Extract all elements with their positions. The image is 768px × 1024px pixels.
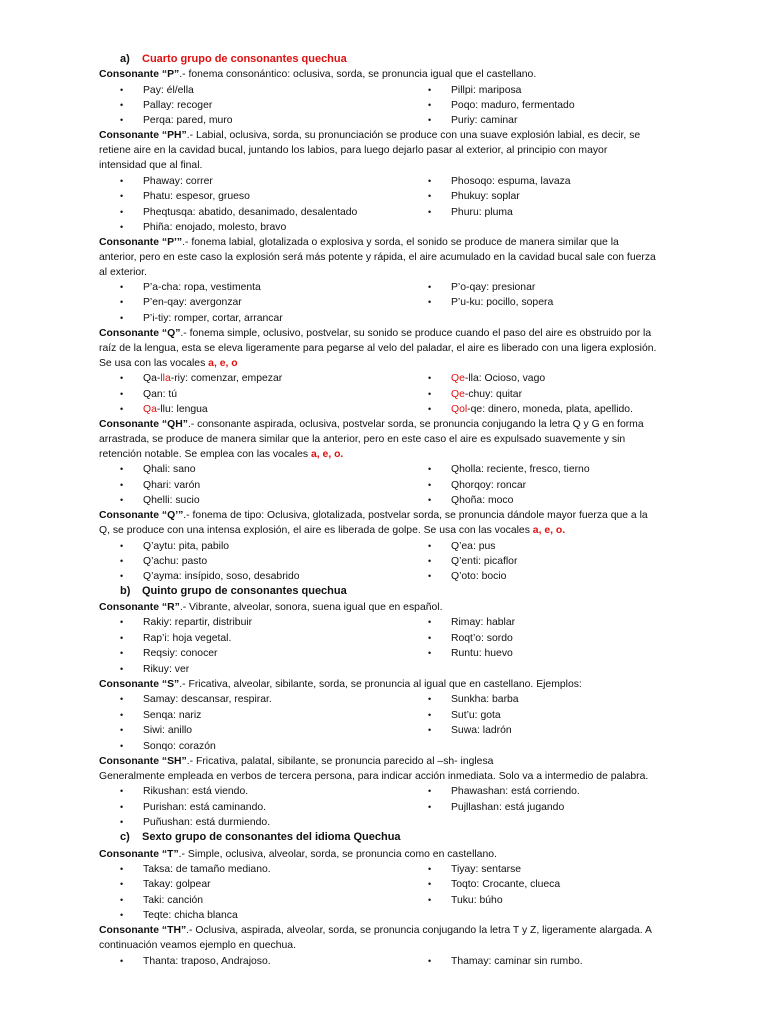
bullet-icon: • — [428, 176, 432, 186]
bullet-icon: • — [428, 207, 432, 217]
item-text: P’u-ku: pocillo, sopera — [451, 297, 554, 308]
consonant-label: Consonante “T” — [99, 849, 179, 860]
item-text: Rikuy: ver — [143, 664, 190, 675]
item-text: Reqsiy: conocer — [143, 648, 218, 659]
item-text: Tiyay: sentarse — [451, 864, 522, 875]
syllable-highlight: Qe — [451, 389, 465, 400]
list-item — [428, 371, 546, 386]
item-text: Poqo: maduro, fermentado — [451, 100, 575, 111]
list-item — [120, 893, 204, 908]
bullet-icon: • — [428, 879, 432, 889]
bullet-icon: • — [120, 817, 124, 827]
consonant-desc: .- fonema simple, oclusivo, postvelar, su sonido se produce cuando el paso del aire es obstruido por la — [180, 328, 652, 339]
bullet-icon: • — [120, 956, 124, 966]
item-text: Siwi: anillo — [143, 725, 193, 736]
section-letter: b) — [120, 585, 131, 597]
consonant-label: Consonante “TH” — [99, 925, 187, 936]
item-text: Samay: descansar, respirar. — [143, 694, 272, 705]
list-item — [428, 569, 507, 584]
desc-line: al exterior. — [99, 267, 147, 278]
item-text: Qhali: sano — [143, 464, 196, 475]
desc-line: continuación veamos ejemplo en quechua. — [99, 940, 296, 951]
list-item — [428, 113, 518, 128]
item-text: Puñushan: está durmiendo. — [143, 817, 271, 828]
list-item — [428, 387, 523, 402]
list-item — [120, 954, 271, 969]
consonant-q-line — [99, 326, 679, 341]
consonant-desc: .- fonema labial, glotalizada o explosiva y sorda, el sonido se produce de manera similar que la — [182, 237, 619, 248]
list-item — [120, 83, 194, 98]
list-item — [120, 493, 200, 508]
list-item — [120, 615, 253, 630]
bullet-icon: • — [120, 389, 124, 399]
list-item — [120, 554, 208, 569]
desc-text: Q, se produce con una intensa explosión, el aire es liberada de golpe. Se usa con las vocales — [99, 525, 533, 536]
list-item — [120, 387, 178, 402]
desc-line: intensidad que al final. — [99, 160, 203, 171]
consonant-r-line — [99, 600, 679, 615]
item-text: Phiña: enojado, molesto, bravo — [143, 222, 287, 233]
vowels-highlight: a, e, o. — [532, 525, 566, 536]
consonant-label: Consonante “R” — [99, 602, 180, 613]
syllable-highlight: lla — [160, 373, 171, 384]
bullet-icon: • — [428, 541, 432, 551]
list-item — [428, 462, 590, 477]
bullet-icon: • — [428, 617, 432, 627]
list-item — [120, 569, 300, 584]
bullet-icon: • — [428, 556, 432, 566]
list-item — [120, 646, 218, 661]
list-item — [428, 784, 580, 799]
list-item — [428, 723, 512, 738]
list-item — [428, 205, 513, 220]
item-text: Perqa: pared, muro — [143, 115, 233, 126]
item-text: Pallay: recoger — [143, 100, 213, 111]
list-item — [120, 462, 196, 477]
consonant-desc: .- Vibrante, alveolar, sonora, suena igual que en español. — [179, 602, 443, 613]
list-item — [120, 371, 283, 386]
list-item — [428, 539, 496, 554]
bullet-icon: • — [120, 664, 124, 674]
desc-text: retención notable. Se emplea con las vocales — [99, 449, 311, 460]
list-item — [428, 646, 513, 661]
desc-line — [99, 447, 679, 462]
item-text: -chuy: quitar — [464, 389, 523, 400]
bullet-icon: • — [120, 480, 124, 490]
item-text: Pujllashan: está jugando — [451, 802, 565, 813]
section-title: Sexto grupo de consonantes del idioma Quechua — [142, 831, 401, 843]
bullet-icon: • — [428, 115, 432, 125]
consonant-label: Consonante “S” — [99, 679, 180, 690]
bullet-icon: • — [120, 297, 124, 307]
item-text: Q’ea: pus — [451, 541, 496, 552]
list-item — [428, 708, 501, 723]
list-item — [428, 692, 519, 707]
list-item — [428, 402, 633, 417]
desc-line: raíz de la lengua, esta se eleva ligeramente para pegarse al velo del paladar, el aire es liberado con una ligera explosión. — [99, 343, 657, 354]
bullet-icon: • — [120, 495, 124, 505]
bullet-icon: • — [120, 895, 124, 905]
bullet-icon: • — [428, 633, 432, 643]
item-text: Phaway: correr — [143, 176, 213, 187]
item-text: Rikushan: está viendo. — [143, 786, 249, 797]
item-text: Tuku: búho — [451, 895, 503, 906]
list-item — [428, 493, 514, 508]
item-text: Thanta: traposo, Andrajoso. — [143, 956, 271, 967]
list-item — [120, 862, 271, 877]
list-item — [428, 554, 518, 569]
item-text: Thamay: caminar sin rumbo. — [451, 956, 583, 967]
vowels-highlight: a, e, o. — [310, 449, 344, 460]
item-text: Phuru: pluma — [451, 207, 513, 218]
list-item — [428, 189, 520, 204]
bullet-icon: • — [428, 864, 432, 874]
list-item — [120, 220, 287, 235]
section-letter: a) — [120, 53, 130, 65]
section-title: Quinto grupo de consonantes quechua — [142, 585, 347, 597]
item-text: Rimay: hablar — [451, 617, 516, 628]
bullet-icon: • — [120, 404, 124, 414]
consonant-s-line — [99, 677, 679, 692]
list-item — [428, 280, 536, 295]
item-text: Qholla: reciente, fresco, tierno — [451, 464, 590, 475]
item-text: Qan: tú — [143, 389, 178, 400]
bullet-icon: • — [428, 282, 432, 292]
section-heading-c — [120, 830, 401, 845]
item-text: Qhari: varón — [143, 480, 201, 491]
item-text: Phawashan: está corriendo. — [451, 786, 580, 797]
bullet-icon: • — [120, 464, 124, 474]
bullet-icon: • — [120, 100, 124, 110]
consonant-desc: .- fonema consonántico: oclusiva, sorda, se pronuncia igual que el castellano. — [179, 69, 537, 80]
bullet-icon: • — [428, 373, 432, 383]
bullet-icon: • — [120, 85, 124, 95]
list-item — [120, 280, 261, 295]
item-text: Q’aytu: pita, pabilo — [143, 541, 230, 552]
desc-line: arrastrada, se produce de manera similar que la anterior, pero en este caso el aire es expulsado suavemente y sin — [99, 434, 626, 445]
item-text: Rap’i: hoja vegetal. — [143, 633, 232, 644]
list-item — [120, 402, 208, 417]
bullet-icon: • — [428, 694, 432, 704]
list-item — [120, 662, 190, 677]
desc-text: Se usa con las vocales — [99, 358, 209, 369]
bullet-icon: • — [428, 895, 432, 905]
bullet-icon: • — [120, 694, 124, 704]
bullet-icon: • — [428, 571, 432, 581]
bullet-icon: • — [120, 282, 124, 292]
item-text: Teqte: chicha blanca — [143, 910, 238, 921]
bullet-icon: • — [428, 480, 432, 490]
bullet-icon: • — [120, 115, 124, 125]
list-item — [428, 83, 522, 98]
list-item — [120, 205, 358, 220]
consonant-desc: .- Oclusiva, aspirada, alveolar, sorda, se pronuncia conjugando la letra T y Z, ligeramente alargada. A — [186, 925, 652, 936]
bullet-icon: • — [120, 648, 124, 658]
item-text: Runtu: huevo — [451, 648, 513, 659]
consonant-desc: .- Labial, oclusiva, sorda, su pronunciación se produce con una suave explosión labial, es decir, se — [186, 130, 641, 141]
bullet-icon: • — [120, 556, 124, 566]
consonant-desc: .- Fricativa, alveolar, sibilante, sorda, se pronuncia al igual que en castellano. Ejemplos: — [179, 679, 582, 690]
item-text: Q’oto: bocio — [451, 571, 507, 582]
consonant-qh-line — [99, 417, 679, 432]
consonant-ph-line — [99, 128, 679, 143]
bullet-icon: • — [428, 648, 432, 658]
list-item — [120, 174, 213, 189]
item-text: Qhoña: moco — [451, 495, 514, 506]
bullet-icon: • — [428, 786, 432, 796]
bullet-icon: • — [120, 879, 124, 889]
syllable-highlight: Qol — [451, 404, 468, 415]
consonant-t-line — [99, 847, 679, 862]
item-text: Suwa: ladrón — [451, 725, 512, 736]
list-item — [120, 539, 230, 554]
item-text: Phukuy: soplar — [451, 191, 520, 202]
bullet-icon: • — [120, 313, 124, 323]
bullet-icon: • — [428, 404, 432, 414]
bullet-icon: • — [428, 956, 432, 966]
item-text: Toqto: Crocante, clueca — [451, 879, 561, 890]
consonant-label: Consonante “SH” — [99, 756, 187, 767]
list-item — [428, 295, 554, 310]
item-text: Pheqtusqa: abatido, desanimado, desalentado — [143, 207, 358, 218]
consonant-desc: .- Simple, oclusiva, alveolar, sorda, se pronuncia como en castellano. — [178, 849, 497, 860]
bullet-icon: • — [120, 191, 124, 201]
consonant-th-line — [99, 923, 679, 938]
list-item — [428, 615, 516, 630]
list-item — [428, 631, 513, 646]
item-text: -qe: dinero, moneda, plata, apellido. — [467, 404, 633, 415]
item-text: Takay: golpear — [143, 879, 211, 890]
consonant-desc: .- fonema de tipo: Oclusiva, glotalizada, postvelar sorda, se pronuncia dándole mayor fuerza que a la — [183, 510, 648, 521]
list-item — [428, 800, 565, 815]
item-text: P’i-tiy: romper, cortar, arrancar — [143, 313, 283, 324]
bullet-icon: • — [120, 373, 124, 383]
bullet-icon: • — [428, 191, 432, 201]
bullet-icon: • — [120, 541, 124, 551]
item-text: Taksa: de tamaño mediano. — [143, 864, 271, 875]
bullet-icon: • — [428, 389, 432, 399]
consonant-label: Consonante “Q” — [99, 328, 181, 339]
item-text: P’o-qay: presionar — [451, 282, 536, 293]
item-text: Sonqo: corazón — [143, 741, 216, 752]
bullet-icon: • — [120, 864, 124, 874]
list-item — [428, 478, 527, 493]
bullet-icon: • — [428, 85, 432, 95]
item-text: Q’ayma: insípido, soso, desabrido — [143, 571, 300, 582]
bullet-icon: • — [120, 617, 124, 627]
bullet-icon: • — [428, 710, 432, 720]
section-heading-a — [120, 52, 347, 67]
item-text: -riy: comenzar, empezar — [170, 373, 283, 384]
list-item — [120, 692, 272, 707]
bullet-icon: • — [120, 910, 124, 920]
item-text: Phatu: espesor, grueso — [143, 191, 250, 202]
bullet-icon: • — [120, 571, 124, 581]
bullet-icon: • — [428, 802, 432, 812]
list-item — [120, 98, 213, 113]
bullet-icon: • — [120, 802, 124, 812]
item-text: Taki: canción — [143, 895, 204, 906]
desc-line: anterior, pero en este caso la explosión será más potente y rápida, el aire acumulado en la cavidad bucal sale con fuerza — [99, 252, 656, 263]
syllable-highlight: Qa — [143, 404, 157, 415]
bullet-icon: • — [120, 633, 124, 643]
item-text: Q’enti: picaflor — [451, 556, 518, 567]
list-item — [428, 877, 561, 892]
item-text: P’en-qay: avergonzar — [143, 297, 242, 308]
item-text: Q’achu: pasto — [143, 556, 208, 567]
item-text: -lla: Ocioso, vago — [464, 373, 546, 384]
list-item — [428, 174, 571, 189]
item-text: Pay: él/ella — [143, 85, 194, 96]
consonant-q-glottal-line — [99, 508, 679, 523]
item-text: P’a-cha: ropa, vestimenta — [143, 282, 261, 293]
list-item — [120, 800, 267, 815]
item-text: Sut’u: gota — [451, 710, 501, 721]
item-text: -llu: lengua — [156, 404, 208, 415]
list-item — [120, 311, 283, 326]
consonant-desc: .- Fricativa, palatal, sibilante, se pronuncia parecido al –sh- inglesa — [186, 756, 494, 767]
consonant-p-line — [99, 67, 679, 82]
list-item — [120, 113, 233, 128]
desc-line — [99, 356, 679, 371]
item-text: Qa- — [143, 373, 161, 384]
consonant-label: Consonante “P’” — [99, 237, 183, 248]
bullet-icon: • — [120, 207, 124, 217]
list-item — [120, 189, 250, 204]
list-item — [120, 708, 202, 723]
item-text: Qhorqoy: roncar — [451, 480, 527, 491]
bullet-icon: • — [428, 725, 432, 735]
consonant-desc: .- consonante aspirada, oclusiva, postvelar sorda, se pronuncia conjugando la letra Q y G en forma — [187, 419, 644, 430]
section-title: Cuarto grupo de consonantes quechua — [142, 53, 347, 65]
consonant-sh-line — [99, 754, 679, 769]
bullet-icon: • — [120, 176, 124, 186]
consonant-label: Consonante “QH” — [99, 419, 188, 430]
list-item — [428, 893, 503, 908]
bullet-icon: • — [120, 222, 124, 232]
bullet-icon: • — [428, 464, 432, 474]
bullet-icon: • — [120, 725, 124, 735]
list-item — [120, 739, 216, 754]
desc-line: retiene aire en la cavidad bucal, juntando los labios, para luego dejarlo pasar al exterior, al principio con mayor — [99, 145, 608, 156]
list-item — [428, 862, 522, 877]
section-heading-b — [120, 584, 347, 599]
desc-line — [99, 523, 679, 538]
desc-line: Generalmente empleada en verbos de tercera persona, para indicar acción inmediata. Solo va a intermedio de palabra. — [99, 771, 649, 782]
item-text: Qhelli: sucio — [143, 495, 200, 506]
list-item — [428, 954, 583, 969]
syllable-highlight: Qe — [451, 373, 465, 384]
consonant-label: Consonante “PH” — [99, 130, 187, 141]
vowels-highlight: a, e, o — [208, 358, 238, 369]
section-letter: c) — [120, 831, 130, 843]
item-text: Purishan: está caminando. — [143, 802, 267, 813]
consonant-label: Consonante “Q’” — [99, 510, 184, 521]
consonant-p-glottal-line — [99, 235, 679, 250]
bullet-icon: • — [428, 495, 432, 505]
item-text: Puriy: caminar — [451, 115, 518, 126]
bullet-icon: • — [120, 710, 124, 720]
list-item — [120, 723, 193, 738]
item-text: Rakiy: repartir, distribuir — [143, 617, 253, 628]
bullet-icon: • — [428, 100, 432, 110]
item-text: Phosoqo: espuma, lavaza — [451, 176, 571, 187]
list-item — [120, 631, 232, 646]
bullet-icon: • — [428, 297, 432, 307]
item-text: Roqt’o: sordo — [451, 633, 513, 644]
item-text: Sunkha: barba — [451, 694, 519, 705]
list-item — [120, 478, 201, 493]
consonant-label: Consonante “P” — [99, 69, 180, 80]
list-item — [120, 877, 211, 892]
item-text: Pillpi: mariposa — [451, 85, 522, 96]
list-item — [428, 98, 575, 113]
item-text: Senqa: nariz — [143, 710, 202, 721]
list-item — [120, 784, 249, 799]
bullet-icon: • — [120, 786, 124, 796]
bullet-icon: • — [120, 741, 124, 751]
list-item — [120, 815, 271, 830]
list-item — [120, 908, 238, 923]
list-item — [120, 295, 242, 310]
